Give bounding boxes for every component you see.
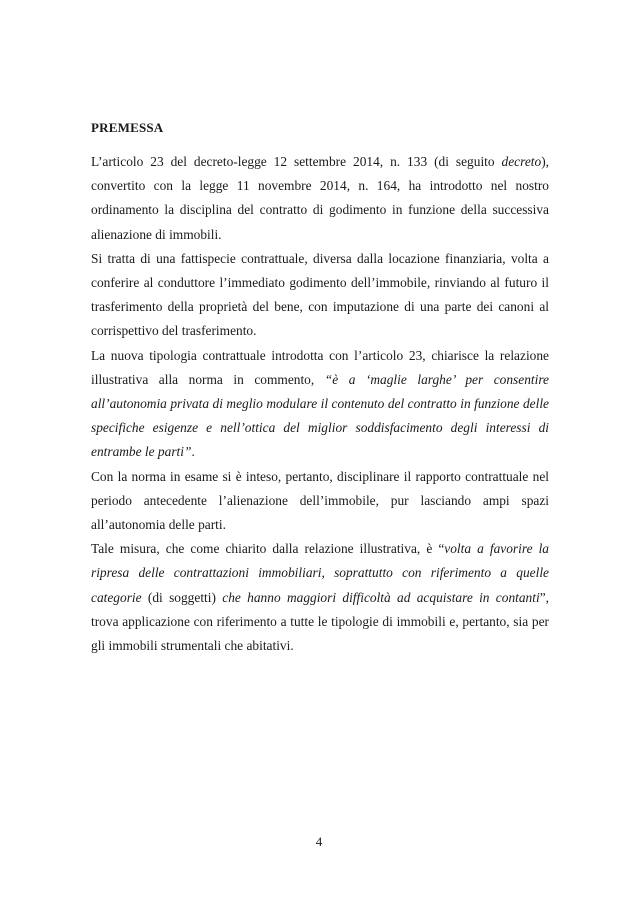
text-segment: (di soggetti) [141,589,223,605]
italic-quote: “è a ‘maglie larghe’ per consentire all’autonomia privata di meglio modulare il contenuto del contratto in funzione delle specifiche esigenze e nell’ottica del miglior soddisfacimento degli interessi di entrambe le parti” [91,371,549,460]
paragraph [91,537,549,658]
text-segment: L’articolo 23 del decreto-legge 12 settembre 2014, n. 133 (di seguito [91,154,502,169]
paragraph [91,344,549,465]
text-segment: La nuova tipologia contrattuale introdotta con l’articolo 23, chiarisce la relazione illustrativa alla norma in commento, [91,347,549,387]
italic-term: decreto [501,154,542,169]
text-segment: Si tratta di una fattispecie contrattuale, diversa dalla locazione finanziaria, volta a conferire al conduttore l’immediato godimento dell’immobile, rinviando al futuro il trasferimento della proprietà del bene, con imputazione di una parte dei canoni al corrispettivo del trasferimento. [91,250,549,339]
text-segment: ), convertito con la legge 11 novembre 2014, n. 164, ha introdotto nel nostro ordinamento la disciplina del contratto di godimento in funzione della successiva alienazione di immobili. [91,154,549,242]
text-segment: . [191,444,195,460]
section-heading: PREMESSA [91,120,164,135]
text-segment: ”, trova applicazione con riferimento a tutte le tipologie di immobili e, pertanto, sia per gli immobili strumentali che abitativi. [91,589,549,654]
body-text [91,150,549,658]
text-segment: Tale misura, che come chiarito dalla relazione illustrativa, è “ [91,541,445,557]
italic-quote: volta a favorire la ripresa delle contrattazioni immobiliari, soprattutto con riferimento a quelle categorie [91,541,549,605]
italic-quote: che hanno maggiori difficoltà ad acquistare in contanti [222,589,540,605]
paragraph [91,247,549,344]
paragraph [91,150,549,247]
text-segment: Con la norma in esame si è inteso, pertanto, disciplinare il rapporto contrattuale nel periodo antecedente l’alienazione dell’immobile, pur lasciando ampi spazi all’autonomia delle parti. [91,468,549,533]
paragraph [91,465,549,538]
page-number: 4 [315,834,323,849]
